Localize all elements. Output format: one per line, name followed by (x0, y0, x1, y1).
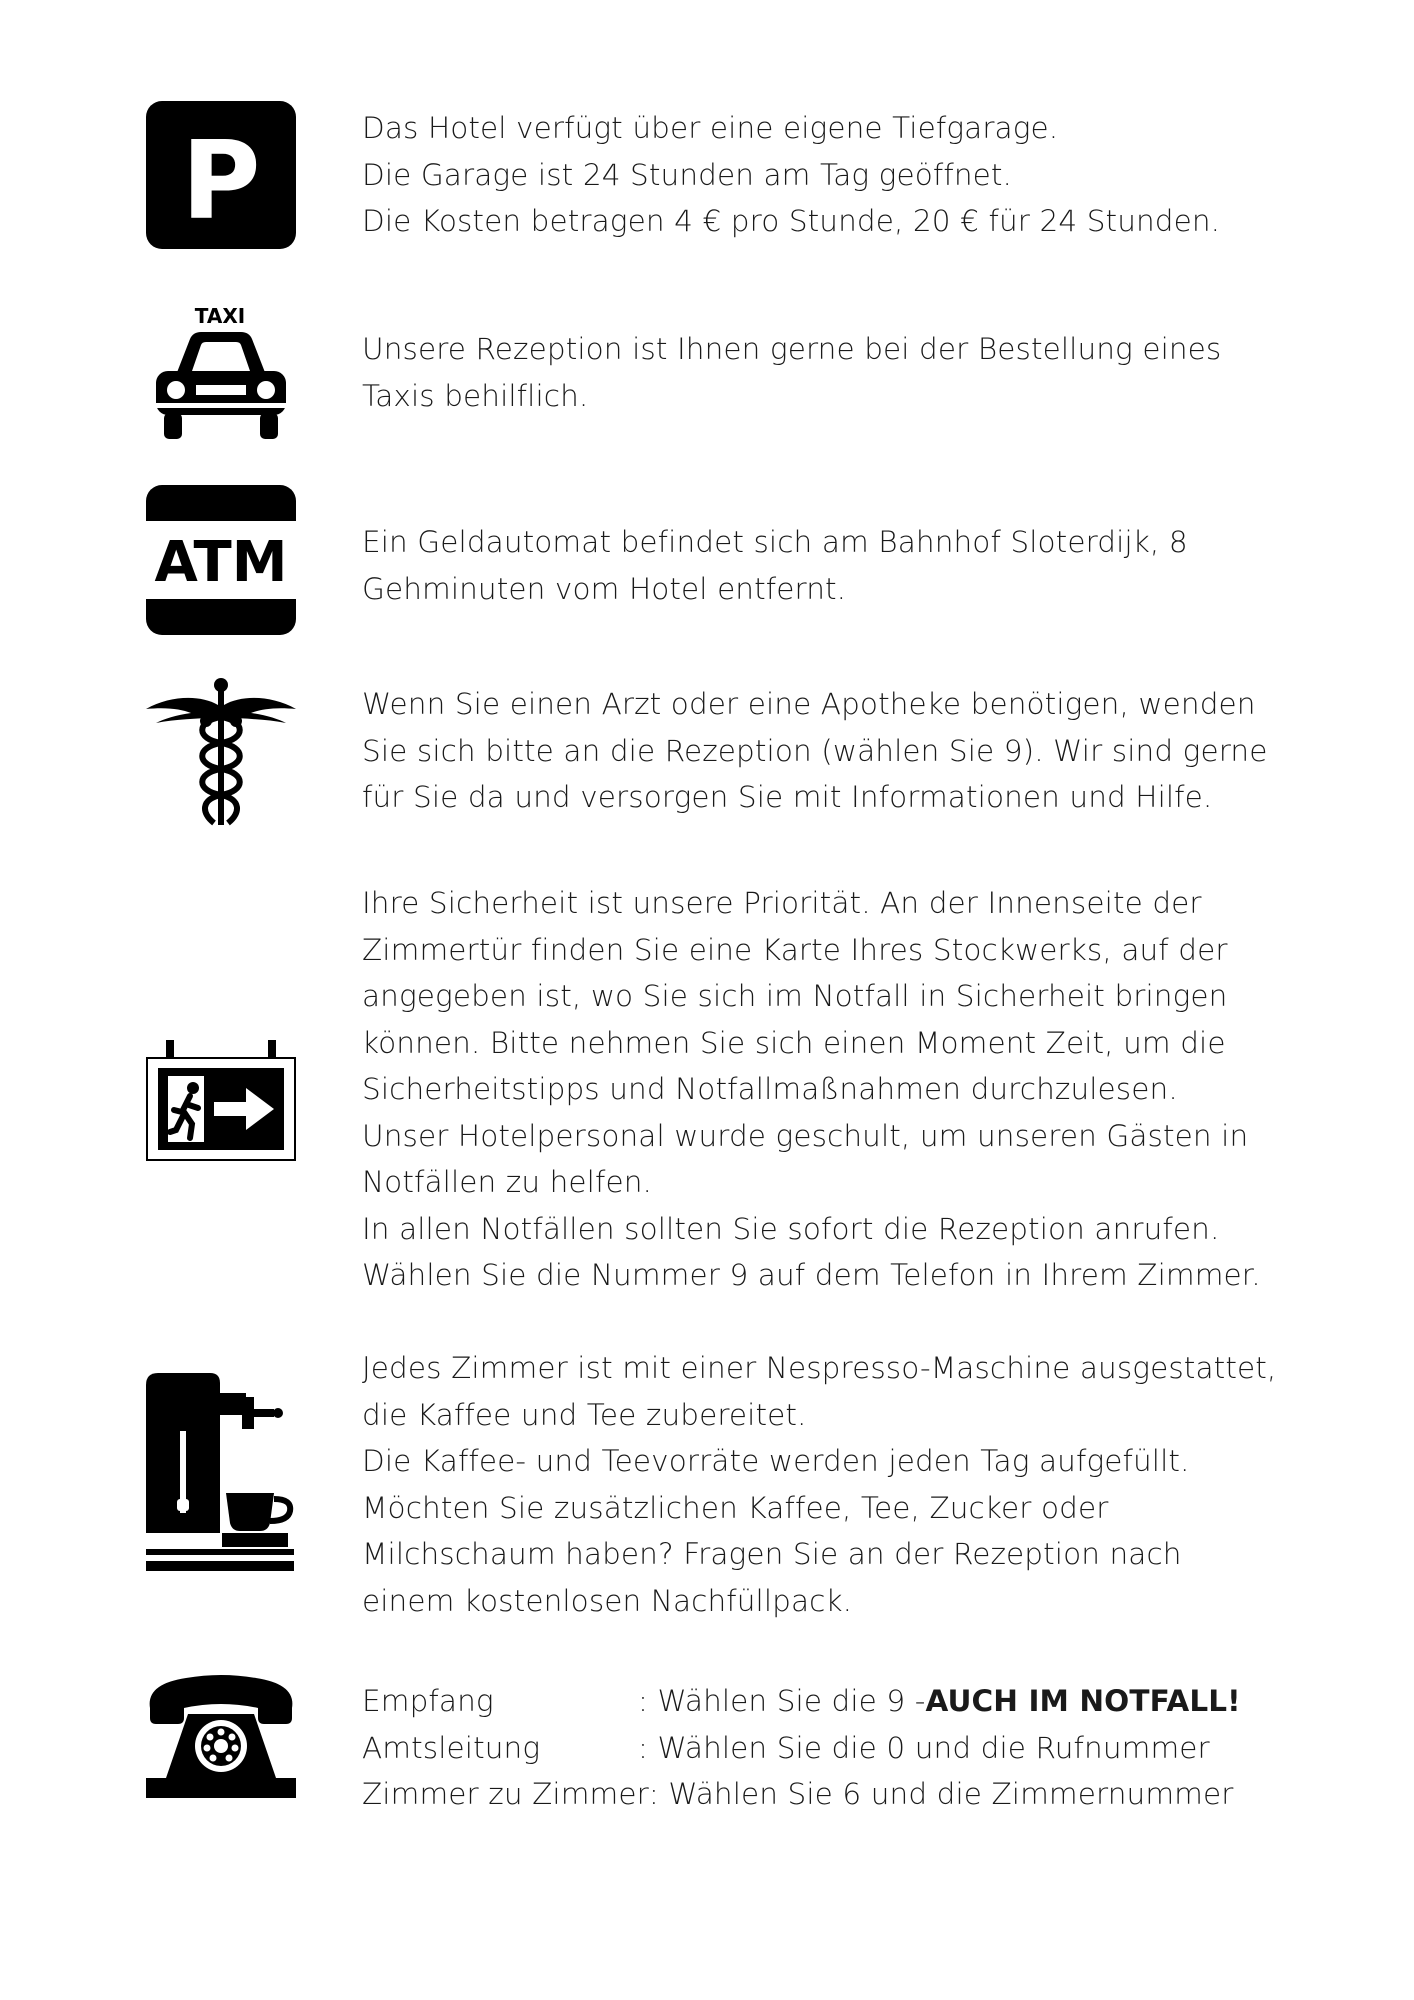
safety-line: In allen Notfällen sollten Sie sofort die Rezeption anrufen. (362, 1211, 1220, 1246)
coffee-line: die Kaffee und Tee zubereitet. (362, 1397, 807, 1432)
medical-line: Wenn Sie einen Arzt oder eine Apotheke benötigen, wenden (362, 687, 1256, 721)
phone-value: : Wählen Sie 6 und die Zimmernummer (648, 1777, 1234, 1811)
taxi-icon-label: TAXI (194, 304, 246, 328)
parking-line: Die Kosten betragen 4 € pro Stunde, 20 € für 24 Stunden. (362, 204, 1221, 238)
safety-line: Wählen Sie die Nummer 9 auf dem Telefon in Ihrem Zimmer. (362, 1258, 1261, 1292)
taxi-line: Unsere Rezeption ist Ihnen gerne bei der Bestellung eines (362, 332, 1222, 366)
safety-line: Unser Hotelpersonal wurde geschult, um unseren Gästen in (362, 1118, 1249, 1153)
caduceus-icon (146, 677, 296, 827)
parking-icon (146, 101, 296, 249)
atm-line: Ein Geldautomat befindet sich am Bahnhof Sloterdijk, 8 (362, 525, 1188, 559)
coffee-info (362, 1345, 1322, 1624)
atm-icon (146, 485, 296, 635)
coffee-line: Möchten Sie zusätzlichen Kaffee, Tee, Zucker oder (362, 1490, 1109, 1525)
emergency-exit-icon (146, 1040, 296, 1162)
coffee-line: Die Kaffee- und Teevorräte werden jeden Tag aufgefüllt. (362, 1444, 1190, 1478)
coffee-line: einem kostenlosen Nachfüllpack. (362, 1583, 853, 1618)
medical-line: Sie sich bitte an die Rezeption (wählen Sie 9). Wir sind gerne (362, 733, 1268, 768)
safety-info (362, 880, 1322, 1299)
coffee-machine-icon (146, 1373, 296, 1573)
atm-line: Gehminuten vom Hotel entfernt. (362, 571, 847, 606)
taxi-info (362, 326, 1322, 419)
phone-label: Zimmer zu Zimmer (362, 1777, 649, 1811)
parking-info (362, 105, 1322, 245)
coffee-line: Milchschaum haben? Fragen Sie an der Rezeption nach (362, 1537, 1182, 1571)
phone-row (362, 1771, 1322, 1818)
medical-line: für Sie da und versorgen Sie mit Informationen und Hilfe. (362, 780, 1213, 814)
taxi-line: Taxis behilflich. (362, 378, 589, 413)
phone-row (362, 1725, 1322, 1772)
phone-label: Empfang (362, 1684, 494, 1718)
atm-icon-label: ATM (154, 530, 288, 595)
taxi-icon (146, 303, 296, 443)
phone-value: : Wählen Sie die 0 und die Rufnummer (638, 1730, 1210, 1765)
phone-label: Amtsleitung (362, 1730, 541, 1765)
phone-row (362, 1678, 1322, 1725)
parking-icon-letter: P (181, 119, 261, 244)
phone-value: : Wählen Sie die 9 - (638, 1684, 926, 1718)
coffee-line: Jedes Zimmer ist mit einer Nespresso-Maschine ausgestattet, (362, 1351, 1277, 1385)
safety-line: Zimmertür finden Sie eine Karte Ihres Stockwerks, auf der (362, 932, 1228, 967)
safety-line: Ihre Sicherheit ist unsere Priorität. An der Innenseite der (362, 886, 1202, 920)
safety-line: können. Bitte nehmen Sie sich einen Moment Zeit, um die (362, 1025, 1226, 1060)
telephone-icon (146, 1674, 296, 1800)
medical-info (362, 681, 1322, 821)
phone-emphasis: AUCH IM NOTFALL! (925, 1684, 1241, 1718)
safety-line: Notfällen zu helfen. (362, 1165, 652, 1199)
parking-line: Die Garage ist 24 Stunden am Tag geöffnet. (362, 157, 1013, 192)
safety-line: angegeben ist, wo Sie sich im Notfall in Sicherheit bringen (362, 979, 1228, 1013)
atm-info (362, 519, 1322, 612)
safety-line: Sicherheitstipps und Notfallmaßnahmen durchzulesen. (362, 1072, 1178, 1106)
phone-info (362, 1678, 1322, 1818)
parking-line: Das Hotel verfügt über eine eigene Tiefgarage. (362, 111, 1059, 145)
